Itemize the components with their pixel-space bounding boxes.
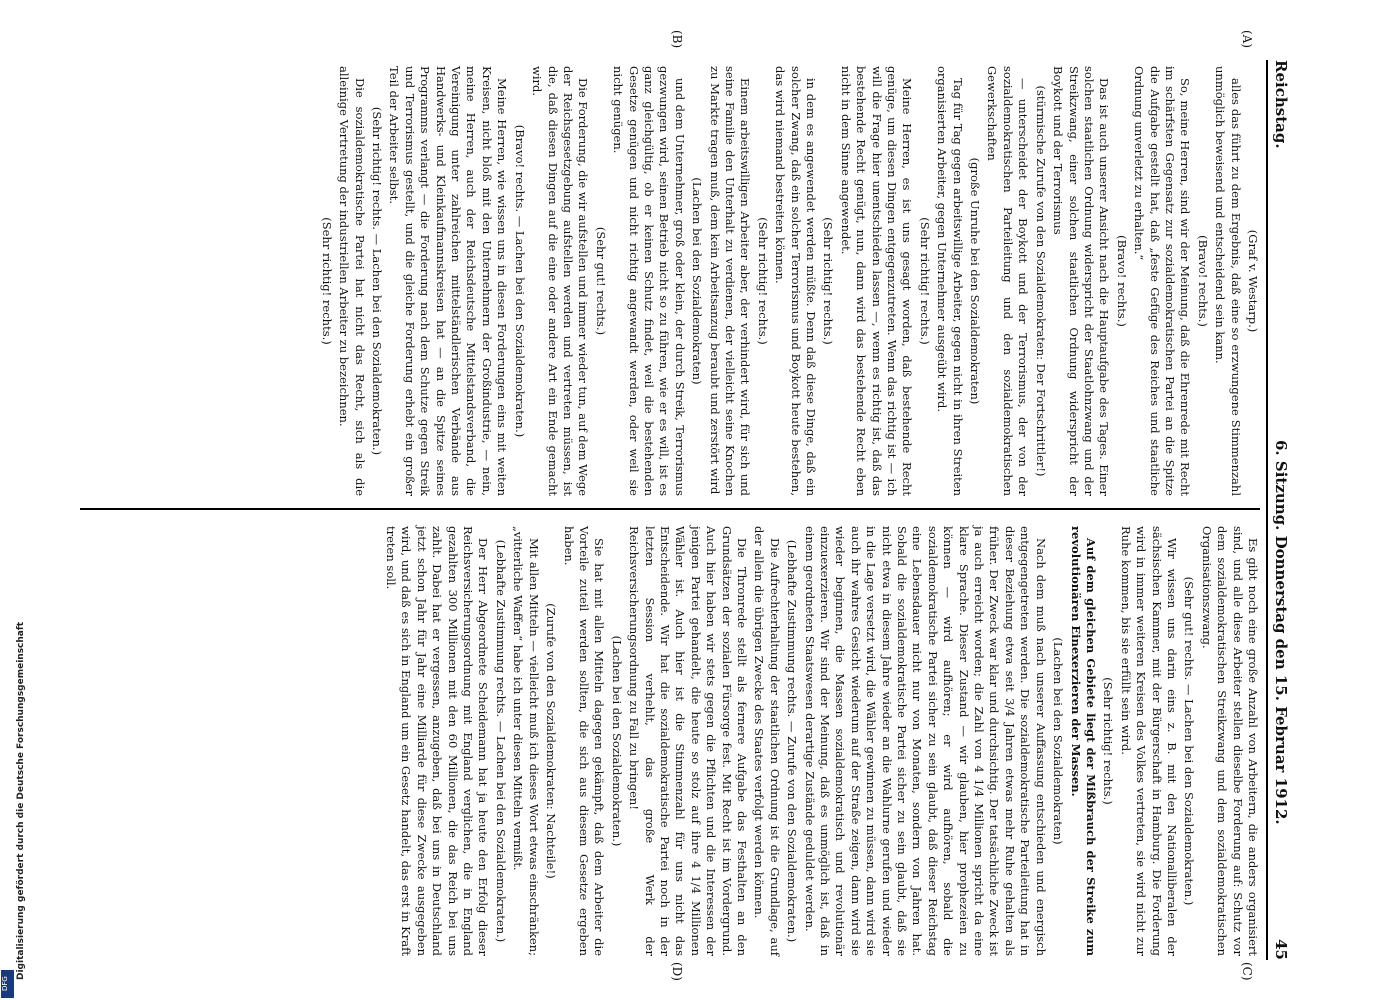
paragraph: Einem arbeitswilligen Arbeiter aber, der verhindert wird, für sich und seine Familie den Unterhalt zu verdienen, der vielleicht seine Knochen zu Markte tragen muß, dem kein Arbeitsanzug beraubt und zerstört wird xyxy=(707,66,753,496)
header-page-number: 45 xyxy=(1272,939,1290,960)
paragraph: Meine Herren, wie wissen uns in diesen Forderungen eins mit weiten Kreisen, nicht bloß mit den Unternehmern der Großindustrie, — nein, meine Herren, auch der Reichsdeutsche Mittelstandsverband, die Vereinigung unter zahlreichen mittelständlerischen Verbände aus Handwerks- und Kleinkaufmannskreisen hat — an die Spitze seines Programms verlangt — die Forderung nach dem Schutze gegen Streik und Terrorismus gestellt, und die gleiche Forderung erhebt ein großer Teil der Arbeiter selbst. xyxy=(387,66,510,496)
paragraph: So, meine Herren, sind wir der Meinung, daß die Ehrenrede mit Recht im schärfsten Gegensatz zur sozialdemokratischen Partei an die Spitze die Aufgabe gestellt hat, daß „feste Gefüge des Reiches und staatliche Ordnung unverletzt zu erhalten.“ xyxy=(1132,66,1193,496)
paragraph: Die Aufrechterhaltung der staatlichen Ordnung ist die Grundlage, auf der allein die übrigen Zwecke des Staates verfolgt werden können. xyxy=(752,526,782,956)
margin-mark-a: (A) xyxy=(1240,30,1254,49)
footer-note: Digitalisierung gefördert durch die Deutsche Forschungsgemeinschaft xyxy=(16,621,26,980)
paragraph: (Sehr gut! rechts.) xyxy=(593,226,608,336)
paragraph: (Sehr richtig! rechts.) xyxy=(1101,677,1116,805)
paragraph: — unterscheidet der Boykott und der Terrorismus, der von der sozialdemokratischen Parteileitung und den sozialdemokratischen Gewerkschaften xyxy=(985,66,1031,496)
paragraph: (Sehr richtig! rechts.) xyxy=(755,217,770,345)
margin-mark-c: (C) xyxy=(1240,962,1254,981)
paragraph: (Lachen bei den Sozialdemokraten) xyxy=(690,177,705,385)
paragraph: (Sehr richtig! rechts.) xyxy=(821,217,836,345)
paragraph: (Sehr richtig! rechts.) xyxy=(917,217,932,345)
page-header xyxy=(1268,60,1290,960)
paragraph: und dem Unternehmer, groß oder klein, der durch Streik, Terrorismus gezwungen wird, seinen Betrieb nicht so zu führen, wie er es will, ist es ganz gleichgültig, ob er keinen Schutz findet, weil die bestehenden Gesetze genügen und nicht richtig angewandt werden, oder weil sie nicht genügen. xyxy=(611,66,687,496)
paragraph: Tag für Tag gegen arbeitswillige Arbeiter, gegen nicht in ihren Streiten organisierten Arbeiter, gegen Unternehmer ausgeübt wird. xyxy=(935,66,965,496)
paragraph: Es gibt noch eine große Anzahl von Arbeitern, die anders organisiert sind, und alle diese Arbeiter stellen dieselbe Forderung auf: Schutz vor dem sozialdemokratischen Streikzwang und dem sozialdemokratischen Organisationszwang. xyxy=(1199,526,1260,956)
paragraph: (Lachen bei den Sozialdemokraten) xyxy=(1051,637,1066,845)
paragraph: (Zurufe von den Sozialdemokraten: Nachteile!) xyxy=(544,603,559,879)
paragraph: alles das führt zu dem Ergebnis, daß eine so erzwungene Stimmenzahl unmöglich beweisend und entscheidend sein kann. xyxy=(1213,66,1243,496)
paragraph: (Sehr richtig! rechts. — Lachen bei den Sozialdemokraten.) xyxy=(370,106,385,456)
paragraph: Meine Herren, es ist uns gesagt worden, daß bestehende Recht genüge, um diesen Dingen entgegenzutreten. Wenn das richtig ist — ich will die Frage hier unentschieden lassen —, wenn es richtig ist, daß das bestehende Recht genügt, nun, dann wird das bestehende Recht eben nicht in dem Sinne angewendet. xyxy=(838,66,915,496)
paragraph: Das ist auch unserer Ansicht nach die Hauptaufgabe des Tages. Einer solchen staatlichen Ordnung widerspricht der Staatlohnzwang und der Streikzwang, einer solchen staatlichen Ordnung widerspricht der Boykott und der Terrorismus xyxy=(1051,66,1112,496)
paragraph: Die sozialdemokratische Partei hat nicht das Recht, sich als die alleinige Vertretung der industriellen Arbeiter zu bezeichnen. xyxy=(337,66,367,496)
left-column xyxy=(316,66,1260,496)
paragraph: (Bravo! rechts.) xyxy=(1195,235,1210,327)
paragraph: (Bravo! rechts. — Lachen bei den Sozialdemokraten.) xyxy=(512,124,527,438)
paragraph: Die Thronrede stellt als fernere Aufgabe das Festhalten an den Grundsätzen der sozialen Fürsorge fest. Mit Recht ist im Vordergrund. Auch hier haben wir stets gegen die Pflichten und die Interessen der jenigen Partei gehandelt, die heute so stolz auf ihre 4 1/4 Millionen Wähler ist. Auch hier ist die Stimmenzahl für uns nicht das Entscheidende. Wir hat die sozialdemokratische Partei noch in der letzten Session verhehlt, das große Werk der Reichsversicherungsordnung zu Fall zu bringen! xyxy=(627,526,749,956)
header-rule xyxy=(1266,60,1268,960)
paragraph: (Lebhafte Zustimmung rechts. — Zurufe von den Sozialdemokraten.) xyxy=(785,539,800,943)
header-left: Reichstag. xyxy=(1272,60,1290,149)
paragraph: (Graf v. Westarp.) xyxy=(1246,229,1260,333)
paragraph: Nach dem muß nach unserer Auffassung entschieden und energisch entgegengetreten werden. Die sozialdemokratische Parteileitung hat in dieser Beziehung etwa seit 3/4 Jahren etwas mehr Ruhe gehalten als früher. Der Zweck war klar und durchsichtig. Der tatsächliche Zweck ist ja auch erreicht worden; die Zahl von 4 1/4 Millionen spricht da eine klare Sprache. Dieser Zustand — wir glauben, hier prophezeien zu können — wird aufhören; er wird aufhören, sobald die sozialdemokratische Partei sicher zu sein glaubt, daß dieser Reichstag eine Lebensdauer nicht nur von Monaten, sondern von Jahren hat. Sobald die sozialdemokratische Partei sicher zu sein glaubt, daß sie nicht etwa in diesem Jahre wieder an die Wahlurne gerufen und wieder in die Lage versetzt wird, die Wähler gewinnen zu müssen, dann wird sie auch ihr wahres Gesicht wiederum auf der Straße zeigen, dann wird sie wieder beginnen, die Massen sozialdemokratisch und revolutionär einzuexerzieren. Wir sind der Meinung, daß es unmöglich ist, daß in einem geordneten Staatswesen derartige Zustände geduldet werden. xyxy=(802,526,1048,956)
paragraph: Die Forderung, die wir aufstellen und immer wieder tun, auf dem Wege der Reichsgesetzgebung aufstellen werden und vertreten müssen, ist die, daß diesen Dingen auf die eine oder andere Art ein Ende gemacht wird. xyxy=(530,66,591,496)
paragraph: Auf dem gleichen Gebiete liegt der Mißbrauch der Streike zum revolutionären Einexerzieren der Massen. xyxy=(1068,526,1098,956)
paragraph: (stürmische Zurufe von den Sozialdemokraten: Der Fortschrittler!) xyxy=(1033,85,1048,477)
paragraph: Sie hat mit allen Mitteln dagegen gekämpft, daß dem Arbeiter die Vorteile zuteil werden sollten, die sich aus diesem Gesetze ergeben haben. xyxy=(561,526,607,956)
paragraph: (Bravo! rechts.) xyxy=(1114,235,1129,327)
paragraph: (Sehr gut! rechts. — Lachen bei den Sozialdemokraten.) xyxy=(1182,576,1197,906)
margin-mark-d: (D) xyxy=(670,962,684,981)
header-center: 6. Sitzung. Donnerstag den 15. Februar 1912. xyxy=(1272,440,1290,825)
paragraph: (Lebhafte Zustimmung rechts. — Lachen bei den Sozialdemokraten.) xyxy=(493,539,508,943)
paragraph: Mit allen Mitteln — vielleicht muß ich dieses Wort etwas einschränken; „vitterliche Waffen“ habe ich unter diesen Mitteln vermißt. xyxy=(511,526,541,956)
paragraph: (große Unruhe bei den Sozialdemokraten) xyxy=(968,157,983,405)
paragraph: (Lachen bei den Sozialdemokraten.) xyxy=(609,635,624,847)
dfg-logo: DFG xyxy=(1,970,14,998)
paragraph: (Sehr richtig! rechts.) xyxy=(319,217,334,345)
paragraph: Der Herr Abgeordnete Scheidemann hat ja heute den Erfolg dieser Reichsversicherungsordnung mit England verglichen, die in England gezahlten 300 Millionen mit den 60 Millionen, die das Reich bei uns zahlt. Dabei hat er vergessen, anzugeben, daß bei uns in Deutschland jetzt schon Jahr für Jahr eine Milliarde für diese Zwecke ausgegeben wird, und daß es sich in England um ein Gesetz handelt, das erst in Kraft treten soll. xyxy=(384,526,491,956)
paragraph: in dem es angewendet werden müßte. Denn daß diese Dinge, daß ein solcher Zwang, daß ein solcher Terrorismus und Boykott heute bestehen, das wird niemand bestreiten können. xyxy=(773,66,819,496)
column-divider xyxy=(80,508,1260,510)
paragraph: Wir wissen uns darin eins z. B. mit den Nationalliberalen der sächsischen Kammer, mit der Bürgerschaft in Hamburg. Die Forderung wird in immer weiteren Kreisen des Volkes vertreten, sie wird nicht zur Ruhe kommen, bis sie erfüllt sein wird. xyxy=(1118,526,1179,956)
right-column xyxy=(381,526,1260,956)
rotated-page-content xyxy=(60,0,1300,1000)
margin-mark-b: (B) xyxy=(670,30,684,49)
